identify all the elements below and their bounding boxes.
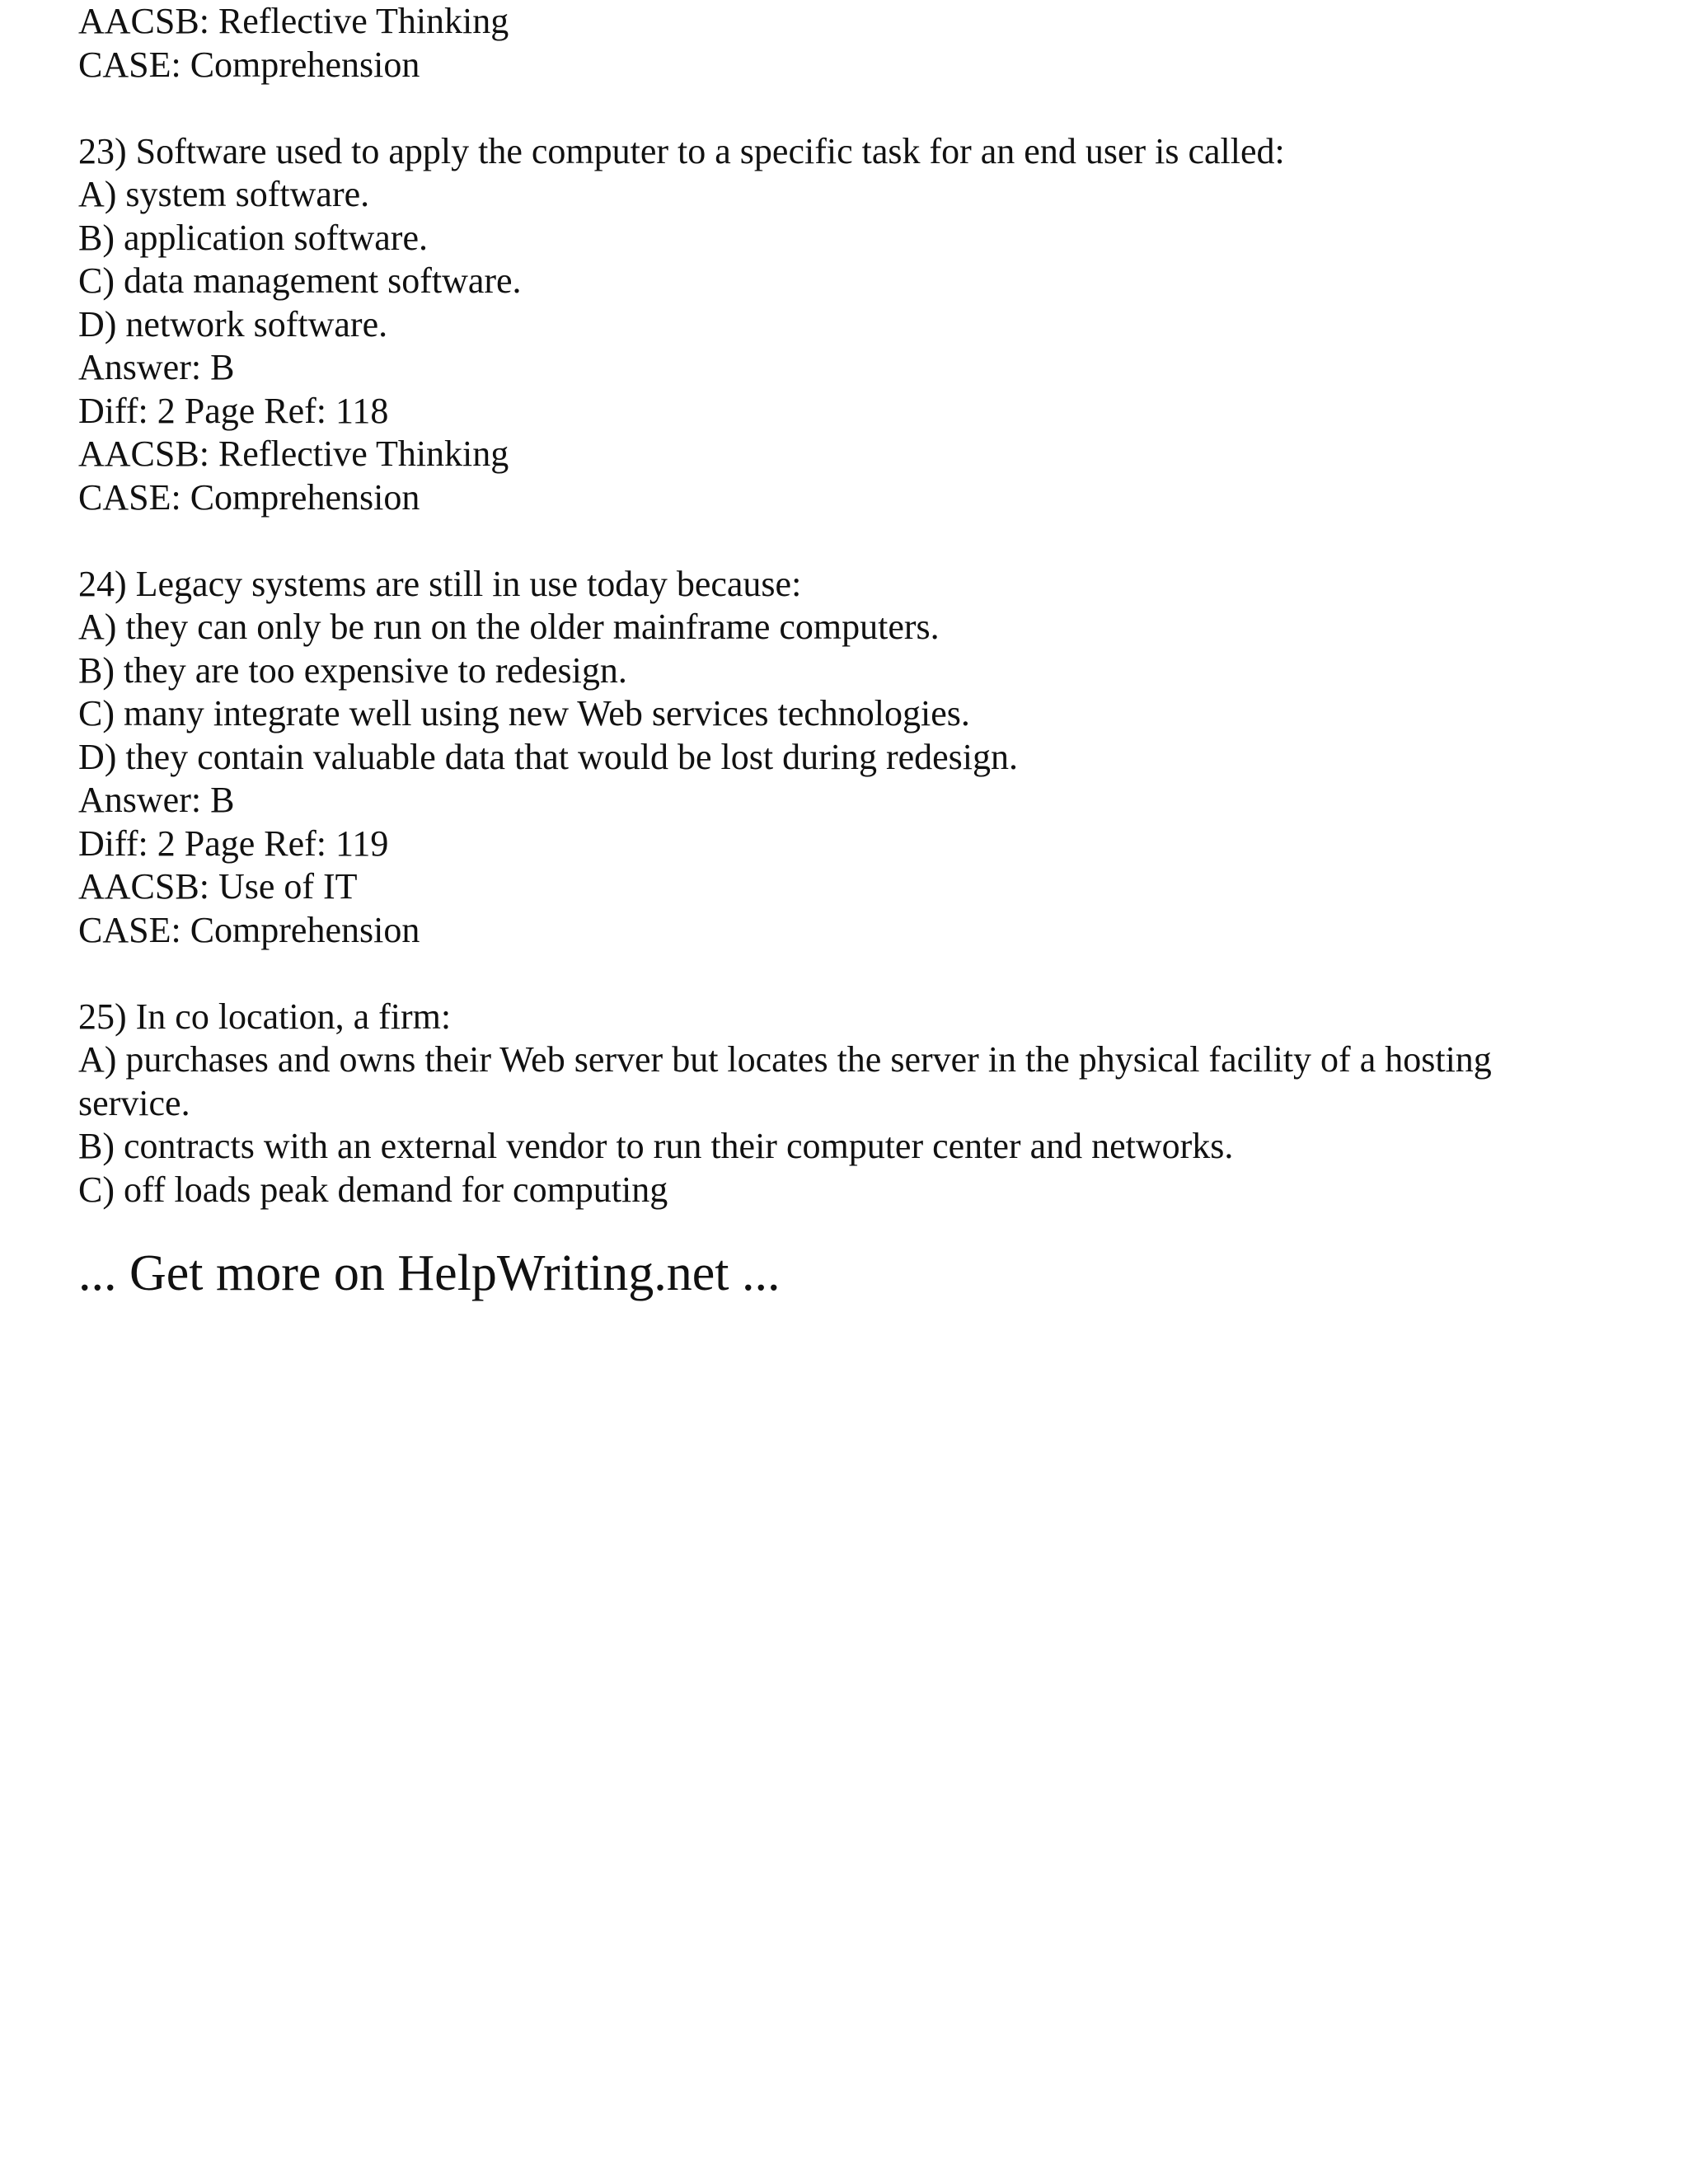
q23-option-c: C) data management software.	[78, 260, 522, 301]
q24-option-a: A) they can only be run on the older mainframe computers.	[78, 607, 940, 647]
q24-answer: Answer: B	[78, 780, 235, 820]
q23-answer: Answer: B	[78, 347, 235, 387]
spacer	[78, 519, 1644, 563]
q24-diff: Diff: 2 Page Ref: 119	[78, 823, 389, 864]
spacer	[78, 952, 1644, 996]
spacer	[78, 87, 1644, 130]
q23-aacsb: AACSB: Reflective Thinking	[78, 434, 509, 474]
q24-case: CASE: Comprehension	[78, 909, 420, 950]
prev-case: CASE: Comprehension	[78, 44, 420, 85]
document-page	[78, 0, 1644, 1302]
prev-aacsb: AACSB: Reflective Thinking	[78, 1, 509, 41]
q25-question: 25) In co location, a firm:	[78, 996, 452, 1037]
q24-option-c: C) many integrate well using new Web services technologies.	[78, 693, 970, 733]
q25-option-a-line1: A) purchases and owns their Web server but locates the server in the physical facility of a hosting	[78, 1039, 1492, 1080]
q23-option-d: D) network software.	[78, 303, 388, 344]
q23-option-a: A) system software.	[78, 174, 370, 214]
q23-option-b: B) application software.	[78, 217, 428, 258]
q24-question: 24) Legacy systems are still in use today because:	[78, 563, 802, 604]
q25-option-a-line2: service.	[78, 1082, 190, 1123]
footer-promo-link[interactable]: ... Get more on HelpWriting.net ...	[78, 1245, 781, 1301]
q24-option-d: D) they contain valuable data that would be lost during redesign.	[78, 736, 1019, 777]
q23-question: 23) Software used to apply the computer to a specific task for an end user is called:	[78, 130, 1285, 171]
q23-diff: Diff: 2 Page Ref: 118	[78, 390, 389, 431]
q25-option-b: B) contracts with an external vendor to run their computer center and networks.	[78, 1126, 1234, 1166]
q24-aacsb: AACSB: Use of IT	[78, 866, 358, 907]
q25-option-c: C) off loads peak demand for computing	[78, 1169, 668, 1210]
q23-case: CASE: Comprehension	[78, 476, 420, 518]
q24-option-b: B) they are too expensive to redesign.	[78, 649, 627, 691]
